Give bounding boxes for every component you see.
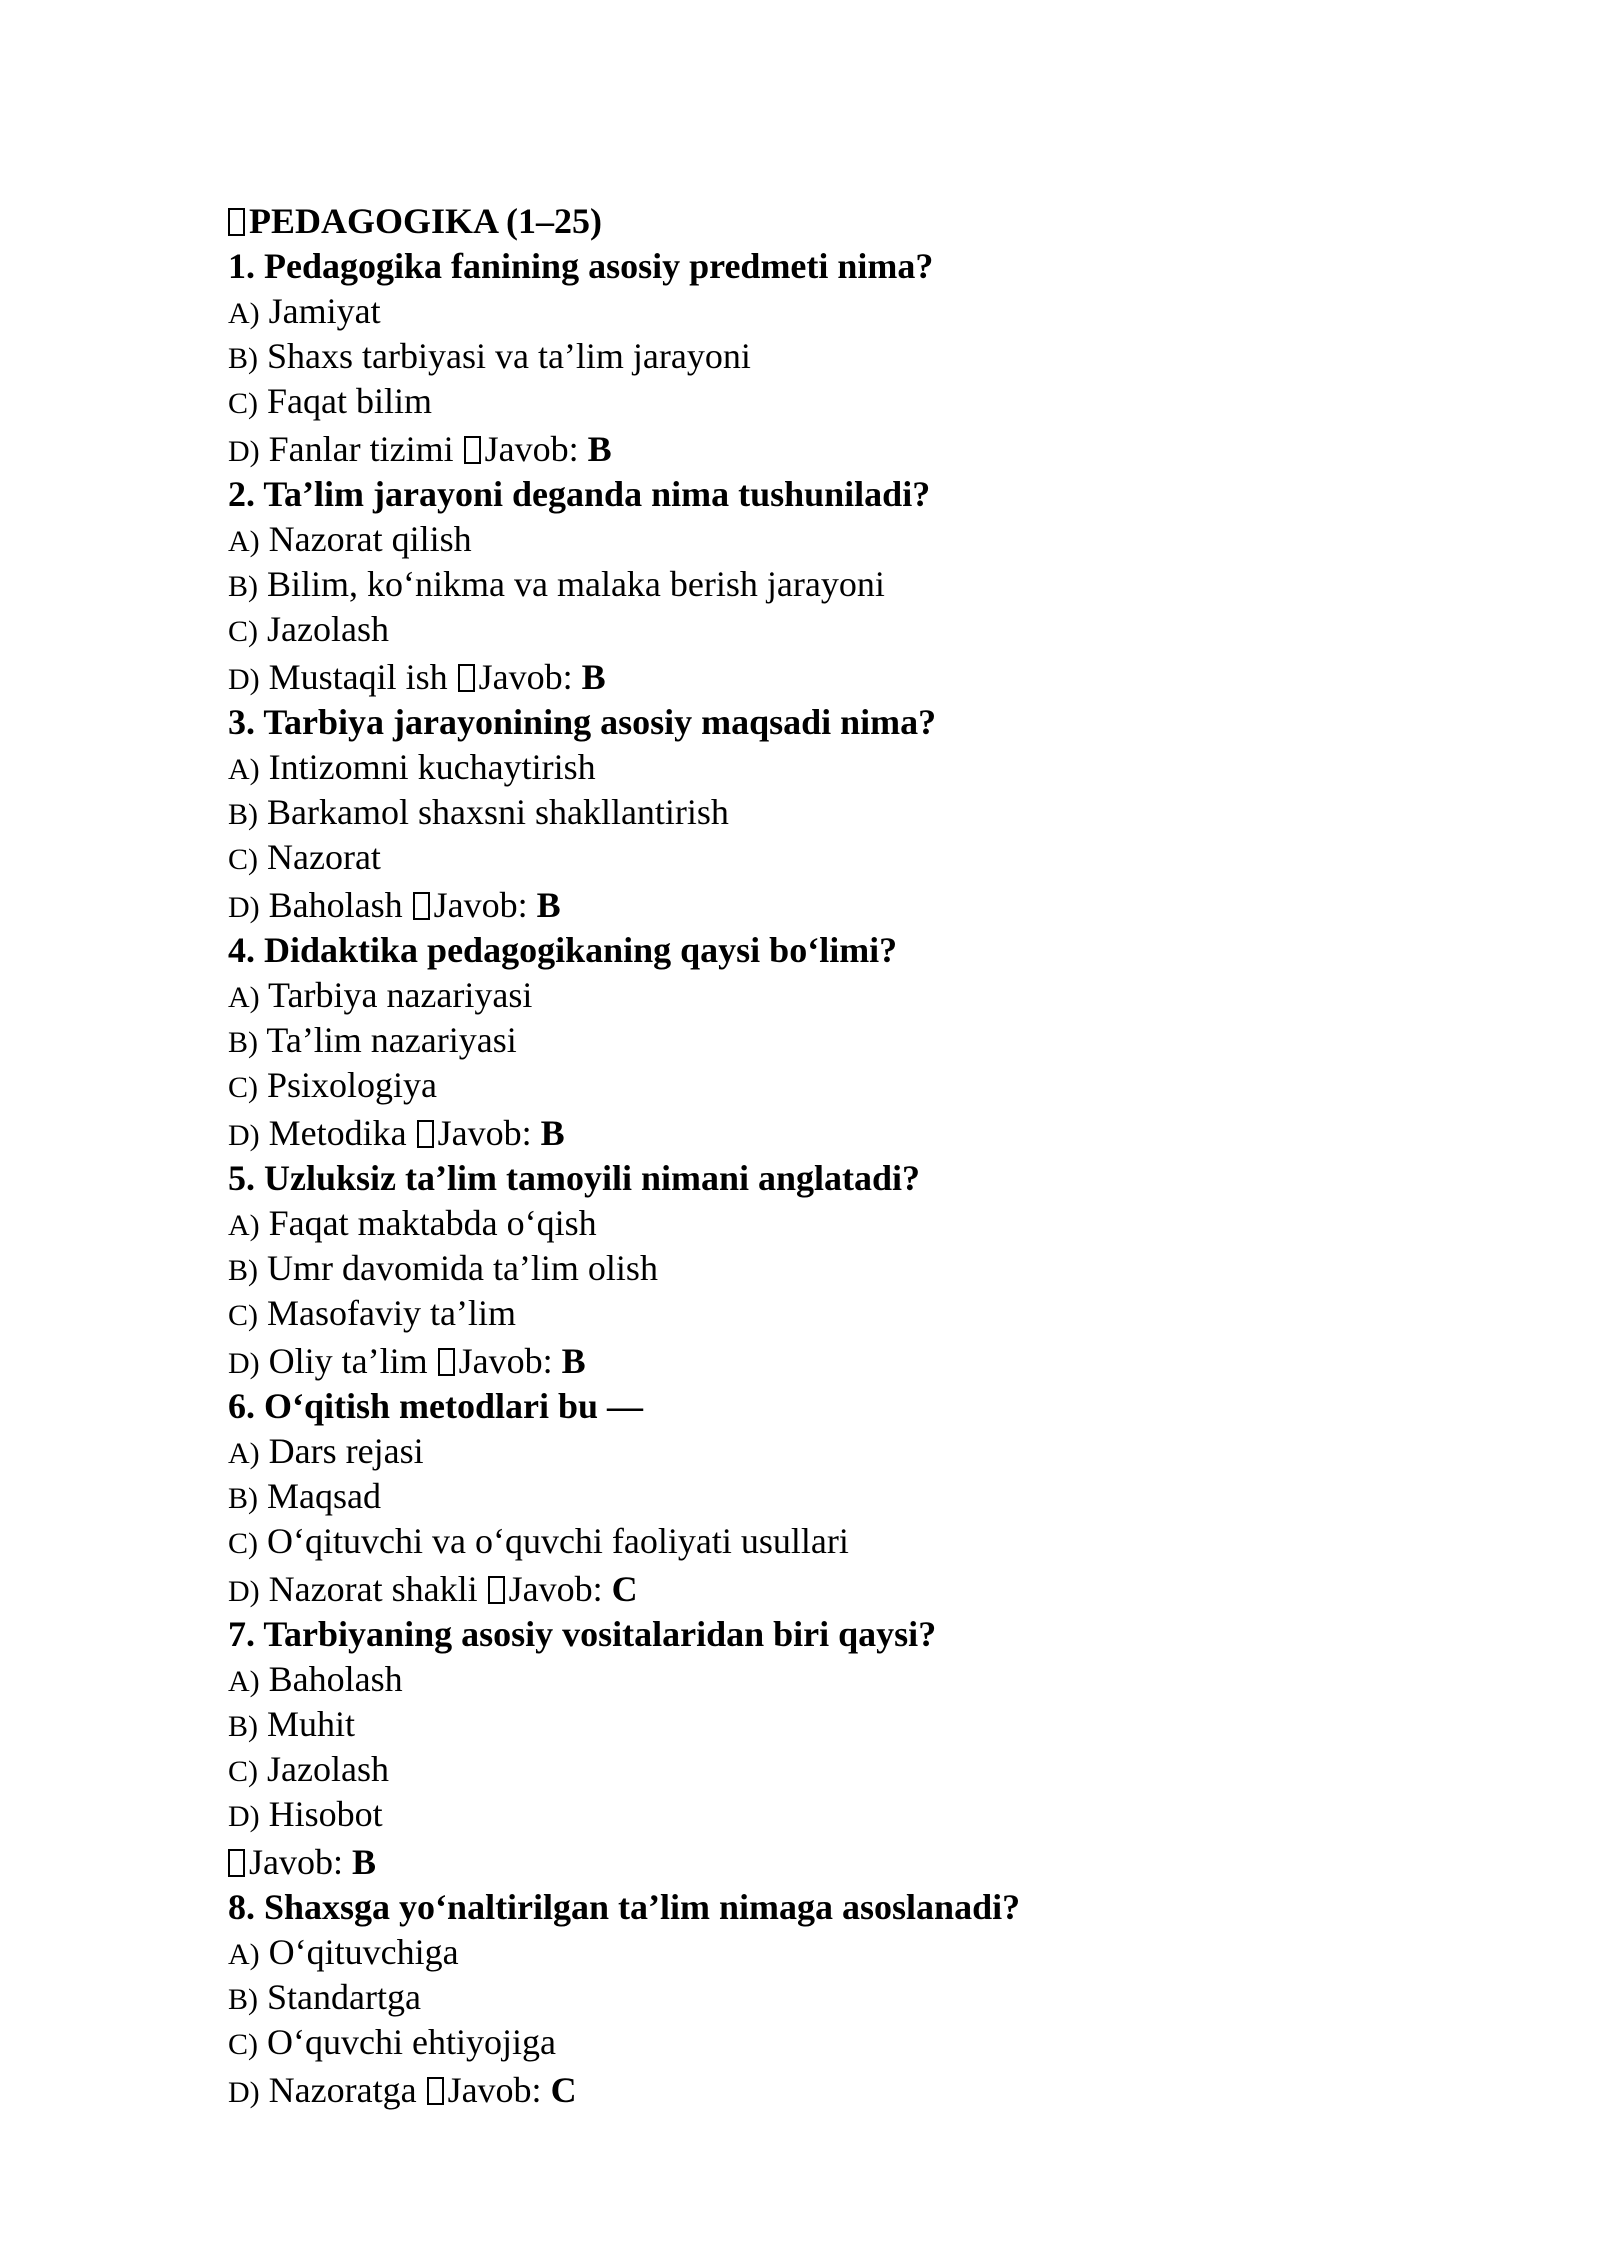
option-text: Oliy ta’lim (268, 1341, 428, 1381)
answer-option (228, 790, 1428, 835)
option-text: Oʻqituvchiga (268, 1932, 459, 1972)
option-letter: C) (228, 1071, 258, 1104)
answer-option (228, 1564, 1428, 1612)
option-letter: A) (228, 1209, 260, 1242)
answer-label: Javob: (447, 2070, 542, 2110)
answer-option (228, 835, 1428, 880)
section-title: PEDAGOGIKA (1–25) (249, 201, 603, 241)
answer-label: Javob: (478, 657, 573, 697)
answer-option (228, 1792, 1428, 1837)
missing-glyph-icon (413, 892, 430, 920)
question-title: 4. Didaktika pedagogikaning qaysi boʻlimi? (228, 930, 898, 970)
option-letter: B) (228, 1710, 258, 1743)
answer-label: Javob: (484, 429, 579, 469)
answer-option (228, 1657, 1428, 1702)
option-letter: B) (228, 1482, 258, 1515)
document-page (228, 196, 1428, 2113)
answer-option (228, 2020, 1428, 2065)
question-list (228, 244, 1428, 2113)
question-title: 7. Tarbiyaning asosiy vositalaridan biri qaysi? (228, 1614, 937, 1654)
option-letter: C) (228, 843, 258, 876)
question-block (228, 928, 1428, 1156)
missing-glyph-icon (427, 2077, 444, 2105)
option-text: Baholash (268, 885, 403, 925)
answer-option (228, 1975, 1428, 2020)
answer-option (228, 2065, 1428, 2113)
answer-option (228, 745, 1428, 790)
option-text: Faqat bilim (267, 381, 432, 421)
option-text: Maqsad (267, 1476, 381, 1516)
option-letter: B) (228, 570, 258, 603)
answer-option (228, 1429, 1428, 1474)
answer-option (228, 1747, 1428, 1792)
option-text: Baholash (268, 1659, 403, 1699)
answer-label: Javob: (249, 1842, 343, 1882)
option-text: Jamiyat (268, 291, 381, 331)
answer-option (228, 517, 1428, 562)
option-text: Umr davomida ta’lim olish (267, 1248, 658, 1288)
option-text: Metodika (268, 1113, 407, 1153)
section-title-line (228, 196, 1428, 244)
option-text: Shaxs tarbiyasi va ta’lim jarayoni (267, 336, 751, 376)
answer-option (228, 1336, 1428, 1384)
answer-option (228, 607, 1428, 652)
option-letter: A) (228, 297, 260, 330)
answer-label: Javob: (433, 885, 528, 925)
question-title: 2. Ta’lim jarayoni deganda nima tushuniladi? (228, 474, 931, 514)
missing-glyph-icon (464, 436, 481, 464)
answer-option (228, 1201, 1428, 1246)
missing-glyph-icon (488, 1576, 505, 1604)
option-text: Tarbiya nazariyasi (268, 975, 533, 1015)
option-letter: D) (228, 1347, 260, 1380)
option-letter: D) (228, 663, 260, 696)
answer-value: C (611, 1569, 638, 1609)
option-letter: C) (228, 2028, 258, 2061)
option-letter: C) (228, 1299, 258, 1332)
missing-glyph-icon (417, 1120, 434, 1148)
option-letter: D) (228, 1119, 260, 1152)
question-block (228, 472, 1428, 700)
option-letter: D) (228, 1575, 260, 1608)
option-text: Intizomni kuchaytirish (268, 747, 596, 787)
answer-line (228, 1837, 1428, 1885)
option-letter: D) (228, 891, 260, 924)
option-letter: D) (228, 435, 260, 468)
answer-option (228, 334, 1428, 379)
answer-option (228, 1702, 1428, 1747)
missing-glyph-icon (228, 208, 245, 236)
answer-option (228, 1063, 1428, 1108)
option-text: Jazolash (267, 609, 389, 649)
option-letter: B) (228, 1254, 258, 1287)
option-text: Barkamol shaxsni shakllantirish (267, 792, 729, 832)
option-text: Mustaqil ish (268, 657, 448, 697)
option-letter: A) (228, 1938, 260, 1971)
option-text: Masofaviy ta’lim (267, 1293, 516, 1333)
answer-value: B (352, 1842, 377, 1882)
answer-option (228, 289, 1428, 334)
option-letter: C) (228, 1527, 258, 1560)
option-text: Muhit (267, 1704, 356, 1744)
answer-option (228, 1930, 1428, 1975)
option-letter: A) (228, 1437, 260, 1470)
answer-value: B (540, 1113, 565, 1153)
answer-option (228, 379, 1428, 424)
answer-option (228, 1474, 1428, 1519)
answer-option (228, 562, 1428, 607)
option-text: Nazorat (267, 837, 381, 877)
answer-label: Javob: (458, 1341, 553, 1381)
option-letter: B) (228, 1026, 258, 1059)
option-text: Oʻqituvchi va oʻquvchi faoliyati usullari (267, 1521, 849, 1561)
missing-glyph-icon (458, 664, 475, 692)
answer-value: B (536, 885, 561, 925)
answer-option (228, 973, 1428, 1018)
option-text: Standartga (267, 1977, 421, 2017)
option-letter: A) (228, 981, 260, 1014)
option-letter: B) (228, 342, 258, 375)
answer-value: B (587, 429, 612, 469)
answer-option (228, 880, 1428, 928)
option-text: Jazolash (267, 1749, 389, 1789)
option-text: Ta’lim nazariyasi (266, 1020, 517, 1060)
option-text: Fanlar tizimi (268, 429, 454, 469)
answer-option (228, 424, 1428, 472)
question-block (228, 1885, 1428, 2113)
option-letter: A) (228, 753, 260, 786)
answer-value: B (581, 657, 606, 697)
answer-option (228, 652, 1428, 700)
option-letter: A) (228, 525, 260, 558)
option-text: Nazorat qilish (268, 519, 472, 559)
missing-glyph-icon (228, 1849, 245, 1877)
question-block (228, 1156, 1428, 1384)
answer-option (228, 1108, 1428, 1156)
question-title: 6. Oʻqitish metodlari bu — (228, 1386, 644, 1426)
answer-label: Javob: (437, 1113, 532, 1153)
option-letter: B) (228, 798, 258, 831)
option-text: Oʻquvchi ehtiyojiga (267, 2022, 556, 2062)
option-text: Psixologiya (267, 1065, 438, 1105)
option-letter: A) (228, 1665, 260, 1698)
option-letter: D) (228, 2076, 260, 2109)
option-text: Dars rejasi (268, 1431, 424, 1471)
option-letter: D) (228, 1800, 260, 1833)
option-letter: B) (228, 1983, 258, 2016)
question-block (228, 1612, 1428, 1885)
option-text: Bilim, koʻnikma va malaka berish jarayoni (267, 564, 885, 604)
question-title: 5. Uzluksiz ta’lim tamoyili nimani anglatadi? (228, 1158, 921, 1198)
answer-option (228, 1519, 1428, 1564)
answer-value: B (561, 1341, 586, 1381)
answer-option (228, 1246, 1428, 1291)
option-text: Hisobot (268, 1794, 383, 1834)
question-block (228, 700, 1428, 928)
question-title: 3. Tarbiya jarayonining asosiy maqsadi nima? (228, 702, 937, 742)
answer-option (228, 1018, 1428, 1063)
option-text: Nazoratga (268, 2070, 417, 2110)
missing-glyph-icon (438, 1348, 455, 1376)
answer-label: Javob: (508, 1569, 603, 1609)
option-letter: C) (228, 1755, 258, 1788)
option-letter: C) (228, 615, 258, 648)
option-text: Nazorat shakli (268, 1569, 478, 1609)
question-block (228, 1384, 1428, 1612)
question-block (228, 244, 1428, 472)
question-title: 8. Shaxsga yoʻnaltirilgan ta’lim nimaga asoslanadi? (228, 1887, 1021, 1927)
answer-value: C (550, 2070, 577, 2110)
question-title: 1. Pedagogika fanining asosiy predmeti nima? (228, 246, 934, 286)
option-letter: C) (228, 387, 258, 420)
option-text: Faqat maktabda oʻqish (268, 1203, 597, 1243)
answer-option (228, 1291, 1428, 1336)
